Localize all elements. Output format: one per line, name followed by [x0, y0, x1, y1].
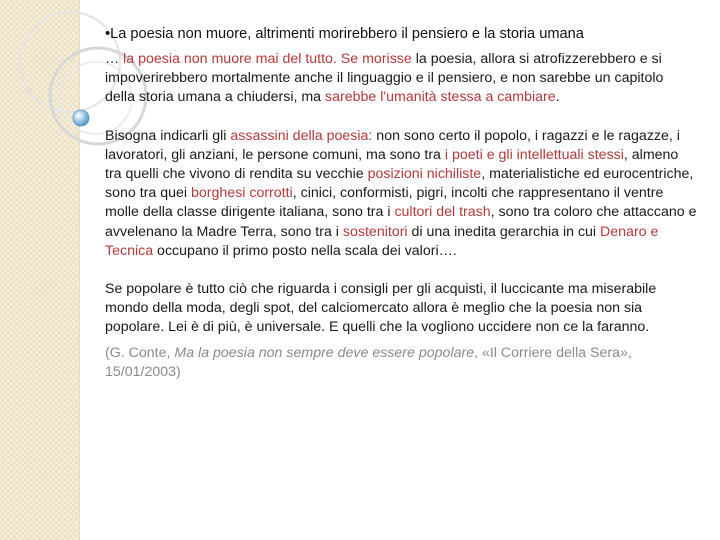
p2-highlight-poeti: i poeti e gli intellettuali stessi	[444, 146, 624, 163]
p1-end: .	[555, 89, 560, 106]
heading-text: La poesia non muore, altrimenti morirebbero il pensiero e la storia umana	[110, 26, 584, 42]
blue-orb	[73, 110, 89, 126]
citation-title: Ma la poesia non sempre deve essere popolare	[174, 344, 475, 361]
p2-text-1: Bisogna indicarli gli	[105, 127, 231, 144]
slide-heading	[105, 24, 697, 44]
p1-highlight-1: la poesia non muore mai del tutto. Se morisse	[123, 51, 412, 67]
p2-text-4: , materialistiche ed eurocentriche, sono tra quei	[105, 166, 694, 202]
paragraph-1	[105, 50, 697, 108]
p2-text-8: occupano il primo posto nella scala dei valori….	[153, 242, 457, 259]
p2-text-6: , sono tra coloro che attaccano e avvelenano la Madre Terra, sono tra i	[105, 204, 697, 240]
p1-ellipsis: …	[105, 51, 124, 67]
p1-highlight-2: sarebbe l'umanità stessa a cambiare	[325, 89, 556, 106]
p2-highlight-borghesi: borghesi corrotti	[190, 185, 293, 202]
citation	[105, 344, 697, 382]
p2-highlight-denaro: Denaro e Tecnica	[105, 223, 659, 259]
p2-highlight-sostenitori: sostenitori	[342, 223, 408, 240]
p2-text-2: non sono certo il popolo, i ragazzi e le ragazze, i lavoratori, gli anziani, le persone comuni, ma sono tra	[105, 127, 680, 163]
p2-highlight-assassini: assassini della poesia:	[230, 127, 373, 144]
p2-text-7: di una inedita gerarchia in cui	[407, 223, 601, 240]
paragraph-3: Se popolare è tutto ciò che riguarda i consigli per gli acquisti, il luccicante ma miserabile mondo della moda, degli spot, del calciomercato allora è meglio che la poesia non sia popolare. Lei è di più, è universale. E quelli che la vogliono uccidere non ce la faranno.	[105, 281, 657, 336]
p2-text-5: , cinici, conformisti, pigri, incolti che rappresentano il ventre molle della classe dirigente italiana, sono tra i	[105, 185, 664, 221]
p1-text-2: la poesia, allora si atrofizzerebbero e si impoverirebbero mortalmente anche il linguaggio e il pensiero, e non sarebbe un capitolo della storia umana a chiudersi, ma	[105, 51, 664, 106]
citation-source: , «Il Corriere della Sera», 15/01/2003)	[105, 344, 632, 380]
p2-text-3: , almeno tra quelli che vivono di rendita su vecchie	[105, 146, 679, 183]
p2-highlight-posizioni: posizioni nichiliste	[367, 166, 482, 183]
slide-content	[105, 24, 697, 382]
citation-author: (G. Conte,	[105, 344, 175, 361]
p2-highlight-trash: cultori del trash	[394, 204, 491, 221]
bullet-marker: •	[105, 26, 111, 42]
paragraph-2	[105, 127, 697, 261]
